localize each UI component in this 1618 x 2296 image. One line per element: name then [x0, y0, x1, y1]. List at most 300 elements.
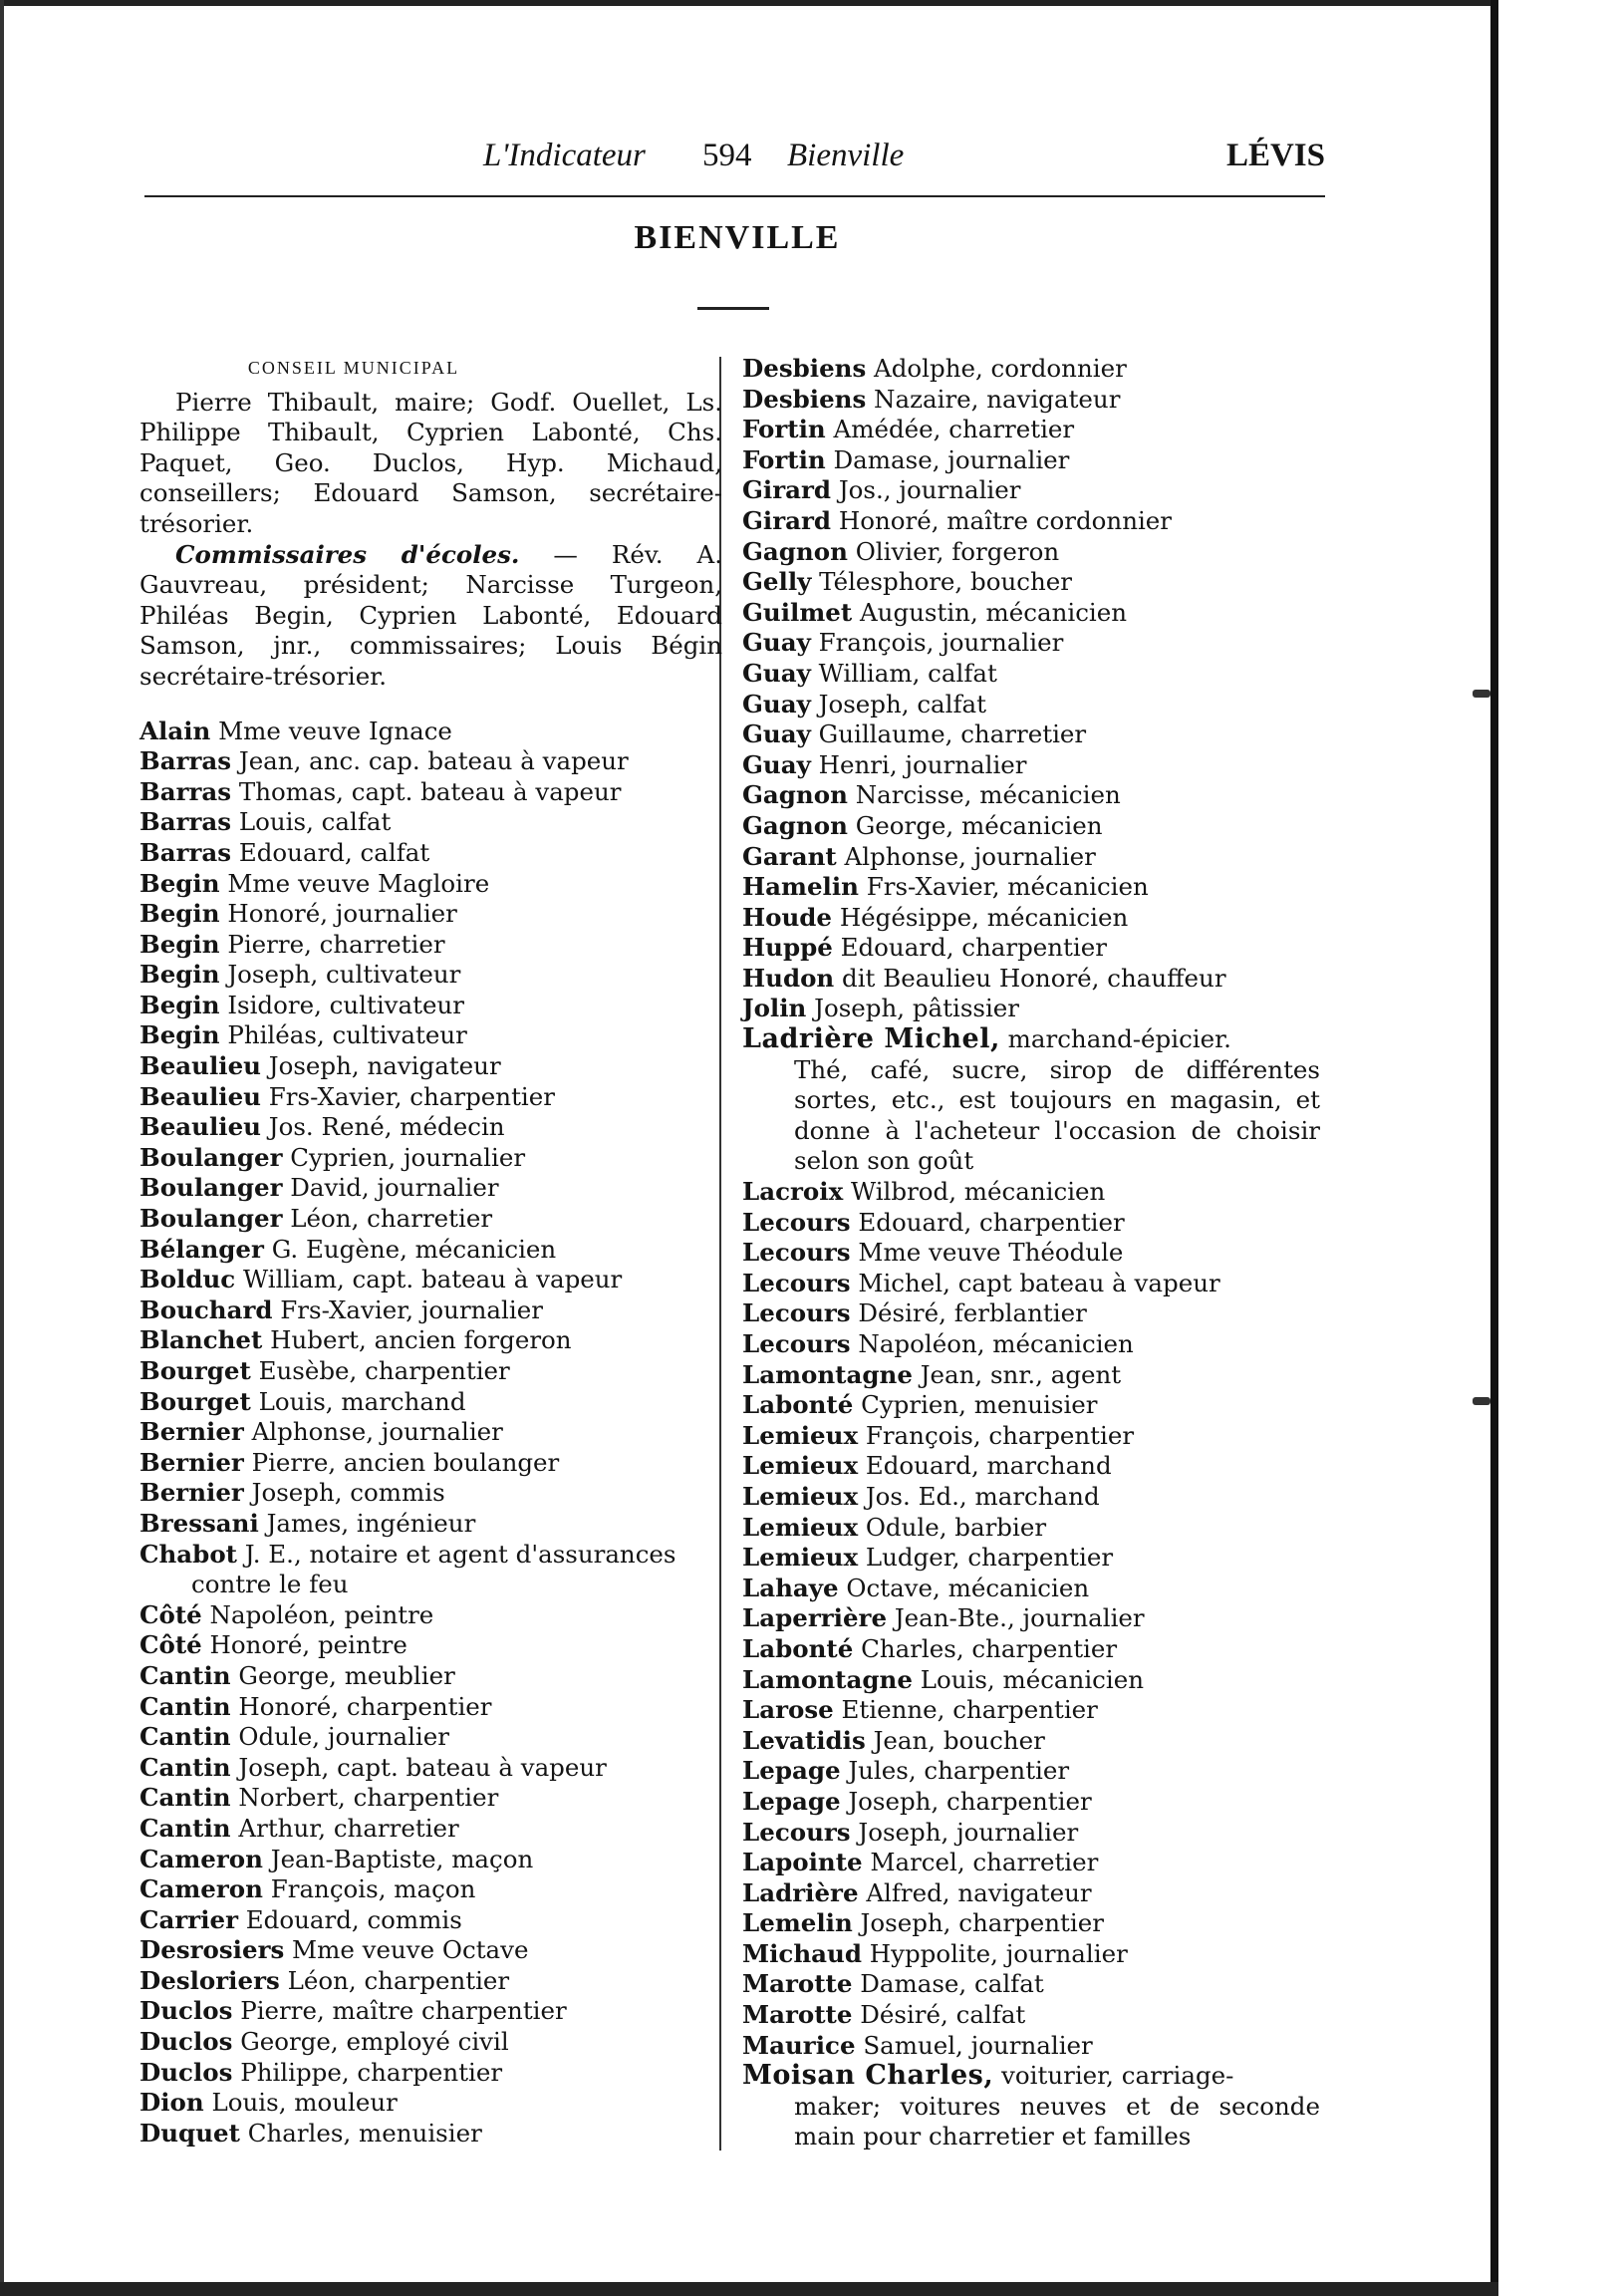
directory-entry — [742, 1908, 1330, 1939]
directory-entry — [139, 869, 717, 900]
entry-details: Frs-Xavier, mécanicien — [858, 872, 1149, 902]
entry-surname: Labonté — [742, 1390, 854, 1420]
entry-surname: Bélanger — [139, 1234, 264, 1264]
entry-surname: Bourget — [139, 1356, 251, 1385]
advertisement-moisan — [742, 2061, 1320, 2152]
directory-entry — [742, 1298, 1330, 1329]
directory-entry — [139, 899, 717, 930]
ad-lead: voiturier, carriage- — [993, 2061, 1234, 2091]
directory-entry — [742, 354, 1330, 385]
entry-details: Jos. Ed., marchand — [858, 1481, 1100, 1511]
entry-details: Pierre, charretier — [219, 929, 445, 959]
entry-surname: Lemieux — [742, 1512, 859, 1542]
directory-entry — [139, 1540, 717, 1571]
entry-details: Damase, calfat — [852, 1969, 1044, 1999]
running-head — [144, 138, 1325, 187]
directory-entry — [139, 807, 717, 838]
entry-surname: Fortin — [742, 415, 826, 444]
directory-entry — [139, 1509, 717, 1540]
entry-surname: Begin — [139, 960, 220, 990]
directory-entry — [139, 1417, 717, 1448]
school-commissioners — [139, 540, 722, 693]
entry-surname: Jolin — [742, 994, 807, 1023]
entry-surname: Guay — [742, 719, 811, 749]
entry-surname: Lecours — [742, 1207, 851, 1237]
directory-entry — [742, 872, 1330, 903]
entry-surname: Boulanger — [139, 1173, 283, 1203]
entry-details: Louis, calfat — [231, 807, 392, 837]
entry-details: Alphonse, journalier — [836, 841, 1096, 871]
entry-details: William, capt. bateau à vapeur — [235, 1265, 623, 1294]
entry-surname: Cantin — [139, 1783, 231, 1813]
entry-details: Honoré, peintre — [201, 1630, 407, 1660]
directory-entry — [139, 717, 717, 747]
entry-surname: Duclos — [139, 2057, 233, 2087]
entry-details: Léon, charretier — [282, 1204, 493, 1234]
entry-details: Philippe, charpentier — [232, 2057, 503, 2087]
entry-details: Octave, mécanicien — [838, 1573, 1090, 1602]
scan-tick-mark — [1473, 690, 1490, 698]
entry-details: George, employé civil — [232, 2027, 509, 2057]
council-heading: CONSEIL MUNICIPAL — [247, 358, 460, 378]
entry-surname: Maurice — [742, 2030, 856, 2060]
directory-entry — [139, 777, 717, 808]
entry-details: James, ingénieur — [258, 1508, 476, 1538]
entry-surname: Gelly — [742, 567, 812, 597]
entry-details: Michel, capt bateau à vapeur — [850, 1268, 1220, 1297]
entry-surname: Cantin — [139, 1722, 231, 1752]
directory-entry — [742, 1878, 1330, 1909]
scan-border-left — [0, 0, 4, 2296]
entry-details: Léon, charpentier — [279, 1965, 510, 1995]
directory-entry — [742, 994, 1330, 1024]
entry-details: Joseph, journalier — [850, 1817, 1079, 1847]
directory-entry — [742, 690, 1330, 720]
entry-surname: Ladrière — [742, 1877, 859, 1907]
directory-entry — [139, 1630, 717, 1661]
directory-entry — [742, 1756, 1330, 1787]
entry-details: Nazaire, navigateur — [866, 384, 1121, 414]
directory-entry — [742, 1513, 1330, 1544]
entry-surname: Lamontagne — [742, 1664, 913, 1694]
entry-details: Narcisse, mécanicien — [847, 780, 1121, 810]
directory-entry — [742, 842, 1330, 873]
entry-surname: Barras — [139, 837, 232, 867]
entry-surname: Côté — [139, 1599, 202, 1629]
directory-entry — [139, 1204, 717, 1235]
entry-surname: Laperrière — [742, 1603, 888, 1633]
entry-surname: Gagnon — [742, 536, 848, 566]
directory-entry — [139, 960, 717, 991]
entry-surname: Duclos — [139, 1996, 233, 2026]
entry-details: Norbert, charpentier — [230, 1783, 499, 1813]
entry-details: dit Beaulieu Honoré, chauffeur — [834, 963, 1226, 993]
directory-entry — [742, 385, 1330, 416]
directory-entry — [742, 1390, 1330, 1421]
advertisement-ladriere — [742, 1024, 1320, 1177]
entry-details: Samuel, journalier — [855, 2030, 1093, 2060]
directory-entry — [139, 1845, 717, 1875]
entry-surname: Bourget — [139, 1386, 251, 1416]
entry-surname: Guilmet — [742, 597, 853, 627]
entry-details: Charles, menuisier — [239, 2118, 482, 2148]
school-commissioners-text: — Rév. A. Gauvreau, président; Narcisse Turgeon, Philéas Begin, Cyprien Labonté, Edouard Samson, jnr., commissaires; Louis Bégin secrétaire-trésorier. — [139, 539, 723, 691]
entry-details: Isidore, cultivateur — [219, 990, 464, 1019]
directory-entry — [139, 1325, 717, 1356]
entry-details: Jean, anc. cap. bateau à vapeur — [231, 746, 629, 776]
entry-surname: Gagnon — [742, 780, 848, 810]
entry-details: Edouard, marchand — [858, 1451, 1112, 1481]
entry-details: Cyprien, menuisier — [853, 1390, 1098, 1420]
entry-details: Olivier, forgeron — [847, 536, 1060, 566]
entry-surname: Begin — [139, 990, 220, 1019]
directory-entry — [742, 659, 1330, 690]
directory-entry — [742, 1695, 1330, 1726]
directory-entry — [139, 1692, 717, 1723]
directory-entry — [742, 1603, 1330, 1634]
left-directory-list — [139, 717, 717, 2150]
entry-surname: Desloriers — [139, 1965, 280, 1995]
directory-entry — [742, 1482, 1330, 1513]
left-column — [139, 349, 723, 2149]
directory-entry — [742, 598, 1330, 629]
entry-details: Jos. René, médecin — [261, 1112, 505, 1142]
directory-entry — [742, 1848, 1330, 1878]
entry-surname: Hudon — [742, 963, 835, 993]
entry-details: Frs-Xavier, journalier — [272, 1294, 543, 1324]
entry-details: Damase, journalier — [825, 444, 1070, 474]
directory-entry — [742, 475, 1330, 506]
scan-tick-mark — [1473, 1397, 1490, 1405]
running-section: LÉVIS — [1225, 138, 1325, 173]
directory-entry — [742, 933, 1330, 964]
scan-border-bottom — [0, 2282, 1498, 2296]
entry-surname: Desbiens — [742, 354, 867, 383]
entry-details: Edouard, commis — [238, 1904, 462, 1934]
entry-details: Joseph, navigateur — [261, 1051, 501, 1081]
directory-entry — [139, 1478, 717, 1509]
entry-surname: Guay — [742, 658, 811, 688]
entry-details: Napoléon, peintre — [201, 1599, 434, 1629]
directory-entry — [742, 811, 1330, 842]
directory-entry — [139, 1051, 717, 1082]
entry-surname: Hamelin — [742, 872, 859, 902]
entry-surname: Lemieux — [742, 1420, 859, 1450]
entry-surname: Lecours — [742, 1817, 851, 1847]
publication-title: L'Indicateur — [483, 138, 646, 173]
directory-entry — [139, 1874, 717, 1905]
right-directory-list-a — [742, 354, 1330, 1024]
entry-details: Honoré, journalier — [219, 899, 457, 929]
entry-surname: Cantin — [139, 1660, 231, 1690]
entry-surname: Beaulieu — [139, 1051, 261, 1081]
entry-surname: Côté — [139, 1630, 202, 1660]
entry-surname: Bressani — [139, 1508, 259, 1538]
entry-surname: Bernier — [139, 1478, 244, 1508]
entry-details: Mme veuve Octave — [284, 1935, 529, 1965]
entry-surname: Alain — [139, 716, 211, 745]
entry-details: Jean, boucher — [865, 1725, 1045, 1755]
entry-surname: Beaulieu — [139, 1081, 261, 1111]
directory-entry — [742, 1177, 1330, 1208]
entry-details: Joseph, commis — [243, 1478, 445, 1508]
title-rule — [697, 307, 769, 310]
entry-details: Marcel, charretier — [862, 1848, 1099, 1877]
directory-entry — [742, 1421, 1330, 1452]
directory-entry — [742, 1939, 1330, 1970]
entry-details: George, meublier — [230, 1660, 455, 1690]
directory-entry — [139, 838, 717, 869]
entry-details: contre le feu — [191, 1570, 349, 1599]
entry-surname: Lemieux — [742, 1481, 859, 1511]
entry-surname: Boulanger — [139, 1204, 283, 1234]
right-directory-list-b — [742, 1177, 1330, 2061]
entry-surname: Guay — [742, 628, 811, 658]
entry-surname: Bouchard — [139, 1294, 273, 1324]
entry-surname: Begin — [139, 899, 220, 929]
ad-body: Thé, café, sucre, sirop de différentes sortes, etc., est toujours en magasin, et donne à l'acheteur l'occasion de choisir selon son goût — [794, 1054, 1320, 1176]
entry-surname: Lemieux — [742, 1451, 859, 1481]
entry-surname: Gagnon — [742, 810, 848, 840]
entry-surname: Desrosiers — [139, 1935, 285, 1965]
section-title: BIENVILLE — [634, 219, 841, 256]
entry-surname: Lahaye — [742, 1573, 839, 1602]
directory-entry — [742, 2000, 1330, 2031]
spacer — [139, 693, 717, 717]
directory-entry — [742, 506, 1330, 537]
entry-surname: Girard — [742, 505, 832, 535]
directory-entry — [139, 1600, 717, 1631]
directory-entry — [139, 1966, 717, 1997]
entry-details: Joseph, charpentier — [840, 1786, 1092, 1816]
directory-entry — [139, 1905, 717, 1936]
ad-body: maker; voitures neuves et de seconde main pour charretier et familles — [794, 2091, 1320, 2152]
entry-details: Ludger, charpentier — [858, 1543, 1114, 1573]
entry-surname: Barras — [139, 776, 232, 806]
entry-details: Napoléon, mécanicien — [850, 1329, 1134, 1358]
entry-details: Mme veuve Théodule — [850, 1238, 1124, 1268]
entry-surname: Michaud — [742, 1938, 862, 1968]
directory-entry — [742, 964, 1330, 995]
entry-details: Joseph, calfat — [810, 689, 987, 718]
entry-surname: Lepage — [742, 1786, 841, 1816]
entry-surname: Cameron — [139, 1844, 263, 1873]
entry-details: Augustin, mécanicien — [852, 597, 1128, 627]
entry-details: Charles, charpentier — [853, 1633, 1118, 1663]
entry-details: Thomas, capt. bateau à vapeur — [231, 776, 622, 806]
entry-surname: Cameron — [139, 1874, 263, 1904]
directory-entry — [139, 2119, 717, 2150]
entry-surname: Lecours — [742, 1268, 851, 1297]
entry-surname: Begin — [139, 1020, 220, 1050]
entry-details: G. Eugène, mécanicien — [263, 1234, 557, 1264]
entry-surname: Begin — [139, 929, 220, 959]
entry-details: Pierre, ancien boulanger — [243, 1447, 560, 1477]
entry-details: Hyppolite, journalier — [861, 1938, 1128, 1968]
entry-details: Henri, journalier — [810, 749, 1027, 779]
entry-details: Hubert, ancien forgeron — [262, 1325, 572, 1355]
entry-details: J. E., notaire et agent d'assurances — [236, 1539, 676, 1569]
entry-details: Philéas, cultivateur — [219, 1020, 467, 1050]
entry-details: Eusèbe, charpentier — [250, 1356, 510, 1385]
entry-surname: Guay — [742, 689, 811, 718]
directory-entry — [742, 567, 1330, 598]
directory-entry — [742, 1818, 1330, 1849]
directory-entry — [742, 628, 1330, 659]
entry-details: François, maçon — [262, 1874, 476, 1904]
directory-entry — [742, 1360, 1330, 1391]
entry-details: Jean-Baptiste, maçon — [262, 1844, 534, 1873]
entry-surname: Lepage — [742, 1756, 841, 1786]
directory-entry — [139, 1143, 717, 1174]
directory-entry — [742, 1329, 1330, 1360]
scan-border-right — [1490, 0, 1498, 2296]
entry-details: David, journalier — [282, 1173, 499, 1203]
council-members: Pierre Thibault, maire; Godf. Ouellet, Ls. Philippe Thibault, Cyprien Labonté, Chs. Paquet, Geo. Duclos, Hyp. Michaud, conseillers; Edouard Samson, secrétaire-trésorier. — [139, 387, 722, 538]
entry-surname: Marotte — [742, 2000, 853, 2030]
entry-details: Jean, snr., agent — [912, 1359, 1122, 1389]
entry-details: Honoré, charpentier — [230, 1691, 492, 1721]
right-column — [742, 354, 1330, 2152]
entry-surname: Duclos — [139, 2027, 233, 2057]
entry-surname: Bernier — [139, 1447, 244, 1477]
entry-surname: Beaulieu — [139, 1112, 261, 1142]
directory-entry — [139, 2058, 717, 2089]
entry-details: Jean-Bte., journalier — [887, 1603, 1145, 1633]
directory-entry — [139, 2027, 717, 2058]
entry-surname: Marotte — [742, 1969, 853, 1999]
ad-lead: marchand-épicier. — [999, 1024, 1231, 1054]
entry-surname: Lecours — [742, 1298, 851, 1328]
directory-entry — [742, 1451, 1330, 1482]
directory-entry — [742, 750, 1330, 781]
ad-name: Ladrière Michel, — [742, 1023, 1000, 1055]
entry-details: Edouard, charpentier — [850, 1207, 1125, 1237]
entry-details: Louis, mécanicien — [912, 1664, 1144, 1694]
directory-entry — [742, 1665, 1330, 1696]
directory-entry — [139, 1295, 717, 1326]
entry-details: Mme veuve Ignace — [210, 716, 452, 745]
directory-entry — [742, 1969, 1330, 2000]
directory-entry — [139, 1448, 717, 1479]
entry-surname: Chabot — [139, 1539, 237, 1569]
directory-entry — [742, 719, 1330, 750]
directory-entry — [139, 1661, 717, 1692]
entry-details: Mme veuve Magloire — [219, 868, 490, 898]
header-rule — [144, 195, 1325, 197]
directory-entry — [742, 1269, 1330, 1299]
entry-surname: Barras — [139, 746, 232, 776]
entry-details: Joseph, capt. bateau à vapeur — [230, 1752, 607, 1782]
entry-surname: Carrier — [139, 1904, 238, 1934]
directory-entry — [742, 537, 1330, 568]
directory-entry — [742, 1726, 1330, 1757]
entry-details: Alfred, navigateur — [858, 1877, 1092, 1907]
entry-details: Edouard, charpentier — [832, 933, 1107, 963]
entry-surname: Guay — [742, 749, 811, 779]
entry-details: Odule, journalier — [230, 1722, 449, 1752]
entry-surname: Cantin — [139, 1813, 231, 1843]
entry-details: Guillaume, charretier — [810, 719, 1087, 749]
directory-entry — [139, 1235, 717, 1266]
directory-entry — [742, 1634, 1330, 1665]
entry-details: Pierre, maître charpentier — [232, 1996, 567, 2026]
entry-surname: Barras — [139, 807, 232, 837]
entry-details: Joseph, cultivateur — [219, 960, 461, 990]
entry-surname: Cantin — [139, 1752, 231, 1782]
entry-surname: Lacroix — [742, 1177, 844, 1207]
entry-details: Arthur, charretier — [230, 1813, 459, 1843]
entry-details: William, calfat — [810, 658, 997, 688]
directory-entry — [139, 1082, 717, 1113]
directory-entry — [139, 1722, 717, 1753]
directory-entry — [742, 2031, 1330, 2062]
entry-surname: Lemieux — [742, 1543, 859, 1573]
directory-entry — [139, 1783, 717, 1814]
entry-surname: Larose — [742, 1695, 834, 1725]
entry-surname: Lemelin — [742, 1908, 853, 1938]
entry-details: Hégésippe, mécanicien — [832, 902, 1129, 932]
directory-entry — [139, 1020, 717, 1051]
directory-entry — [139, 1356, 717, 1387]
entry-surname: Lecours — [742, 1238, 851, 1268]
entry-surname: Huppé — [742, 933, 833, 963]
entry-surname: Bernier — [139, 1417, 244, 1447]
entry-details: Louis, mouleur — [203, 2088, 398, 2118]
entry-surname: Lamontagne — [742, 1359, 913, 1389]
entry-details: Désiré, ferblantier — [850, 1298, 1087, 1328]
directory-entry — [742, 1238, 1330, 1269]
entry-details: Télesphore, boucher — [811, 567, 1072, 597]
entry-details: Edouard, calfat — [231, 837, 430, 867]
entry-details: Joseph, pâtissier — [806, 994, 1020, 1023]
directory-entry — [742, 1543, 1330, 1574]
directory-entry — [139, 1173, 717, 1204]
entry-details: François, journalier — [810, 628, 1064, 658]
entry-surname: Boulanger — [139, 1142, 283, 1172]
entry-details: Odule, barbier — [858, 1512, 1047, 1542]
entry-surname: Cantin — [139, 1691, 231, 1721]
entry-details: Amédée, charretier — [825, 415, 1075, 444]
entry-surname: Blanchet — [139, 1325, 263, 1355]
school-commissioners-label: Commissaires d'écoles. — [175, 539, 520, 569]
entry-surname: Labonté — [742, 1633, 854, 1663]
entry-details: Etienne, charpentier — [833, 1695, 1098, 1725]
entry-surname: Duquet — [139, 2118, 240, 2148]
directory-entry — [139, 1570, 717, 1600]
page-number: 594 — [702, 138, 752, 173]
directory-entry — [139, 1387, 717, 1418]
entry-surname: Dion — [139, 2088, 204, 2118]
entry-surname: Garant — [742, 841, 837, 871]
directory-entry — [139, 930, 717, 961]
entry-surname: Bolduc — [139, 1265, 236, 1294]
directory-entry — [139, 1753, 717, 1784]
entry-details: Wilbrod, mécanicien — [843, 1177, 1106, 1207]
running-place: Bienville — [787, 138, 905, 173]
entry-surname: Begin — [139, 868, 220, 898]
entry-details: Désiré, calfat — [852, 2000, 1026, 2030]
directory-entry — [139, 746, 717, 777]
entry-surname: Desbiens — [742, 384, 867, 414]
entry-surname: Houde — [742, 902, 833, 932]
entry-details: Louis, marchand — [250, 1386, 466, 1416]
entry-details: Honoré, maître cordonnier — [831, 505, 1173, 535]
entry-details: George, mécanicien — [847, 810, 1103, 840]
directory-entry — [139, 1935, 717, 1966]
directory-entry — [139, 1265, 717, 1295]
directory-entry — [742, 780, 1330, 811]
